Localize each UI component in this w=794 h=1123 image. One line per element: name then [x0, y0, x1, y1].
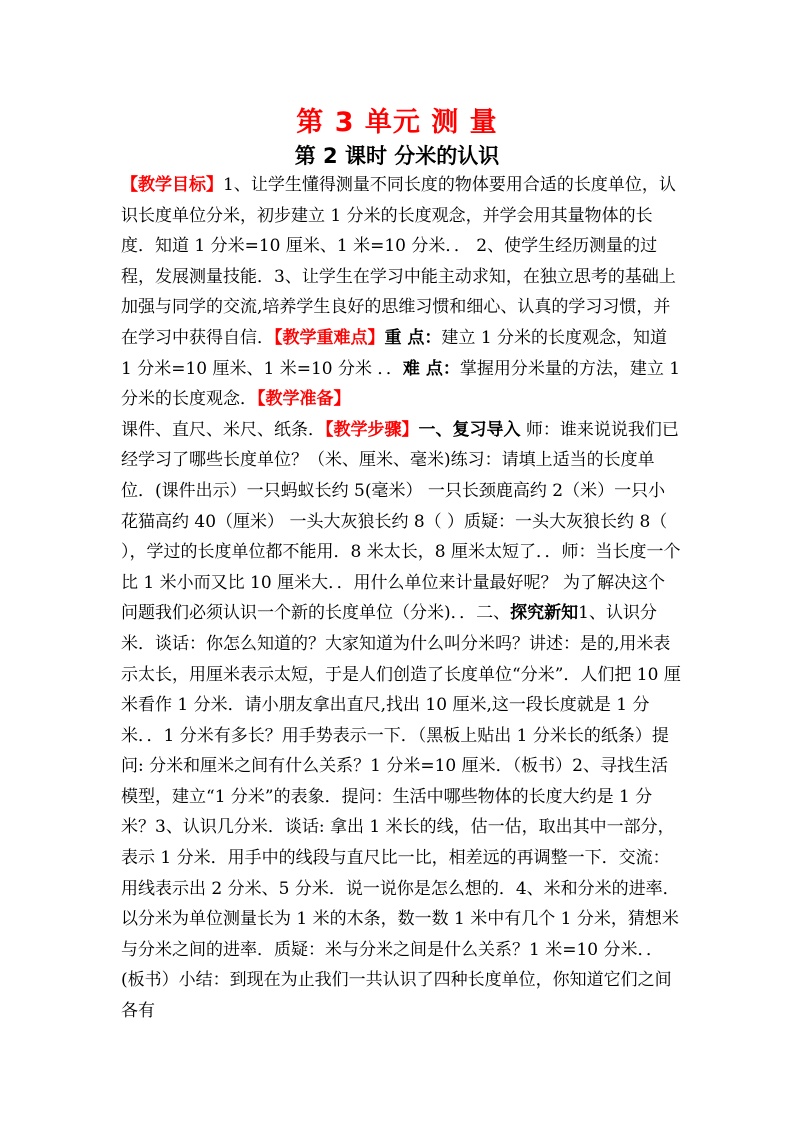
key-point-label: 重 点：	[384, 327, 442, 348]
key-label: 【教学重难点】	[274, 327, 385, 348]
goal-text: 1、让学生懂得测量不同长度的物体要用合适的长度单位，认识长度单位分米，初步建立 1 分米的长度观念，并学会用其量物体的长度．知道 1 分米=10 厘米、1 米=10 分米．． 2、使学生经历测量的过程，发展测量技能．3、让学生在学习中能主动求知，在独立思考的基础上加强与同学的交流,培养学生良好的思维习惯和细心、认真的学习习惯，并在学习中获得自信．	[121, 175, 676, 348]
goal-label: 【教学目标】	[121, 175, 223, 195]
difficult-label: 难 点：	[402, 358, 460, 379]
prep-text: 课件、直尺、米尺、纸条．	[121, 419, 325, 440]
unit-title: 第 3 单元 测 量	[296, 107, 498, 138]
difficult-text: 掌握用分米量的方法，建立 1 分米的长度观念．	[121, 358, 681, 410]
step2-label: 探究新知	[510, 603, 579, 624]
steps-label: 【教学步骤】	[325, 419, 419, 440]
step1-text: 师：谁来说说我们已经学习了哪些长度单位？（米、厘米、毫米)练习：请填上适当的长度单位．(课件出示）一只蚂蚁长约 5(毫米） 一只长颈鹿高约 2（米）一只小花猫高约 40（厘米） 一头大灰狼长约 8（ ）质疑：一头大灰狼长约 8（ ），学过的长度单位都不能用．8 米太长，8 厘米太短了．．师：当长度一个比 1 米小而又比 10 厘米大．．用什么单位来计量最好呢？ 为了解决这个问题我们必须认识一个新的长度单位（分米)．．二、	[121, 419, 681, 624]
lesson-subtitle: 第 2 课时 分米的认识	[294, 144, 500, 168]
prep-label: 【教学准备】	[257, 389, 351, 410]
key-point-text: 建立 1 分米的长度观念，知道 1 分米=10 厘米、1 米=10 分米 ．．	[121, 327, 668, 379]
step1-label: 一、复习导入	[418, 419, 521, 440]
step2-text: 1、认识分米．谈话：你怎么知道的？大家知道为什么叫分米吗？讲述：是的,用米表示太长，用厘米表示太短，于是人们创造了长度单位“分米”．人们把 10 厘米看作 1 分米．请小朋友拿出直尺,找出 10 厘米,这一段长度就是 1 分米．．1 分米有多长？用手势表示一下．（黑板上贴出 1 分米长的纸条）提问: 分米和厘米之间有什么关系？1 分米=10 厘米．（板书）2、寻找生活模型，建立“1 分米”的表象．提问：生活中哪些物体的长度大约是 1 分米？3、认识几分米．谈话: 拿出 1 米长的线，估一估，取出其中一部分，表示 1 分米．用手中的线段与直尺比一比，相差远的再调整一下．交流：用线表示出 2 分米、5 分米．说一说你是怎么想的．4、米和分米的进率．以分米为单位测量长为 1 米的木条，数一数 1 米中有几个 1 分米，猜想米与分米之间的进率．质疑：米与分米之间是什么关系？1 米=10 分米．．(板书）小结：到现在为止我们一共认识了四种长度单位，你知道它们之间各有	[121, 603, 681, 1022]
lesson-body	[121, 170, 681, 1027]
